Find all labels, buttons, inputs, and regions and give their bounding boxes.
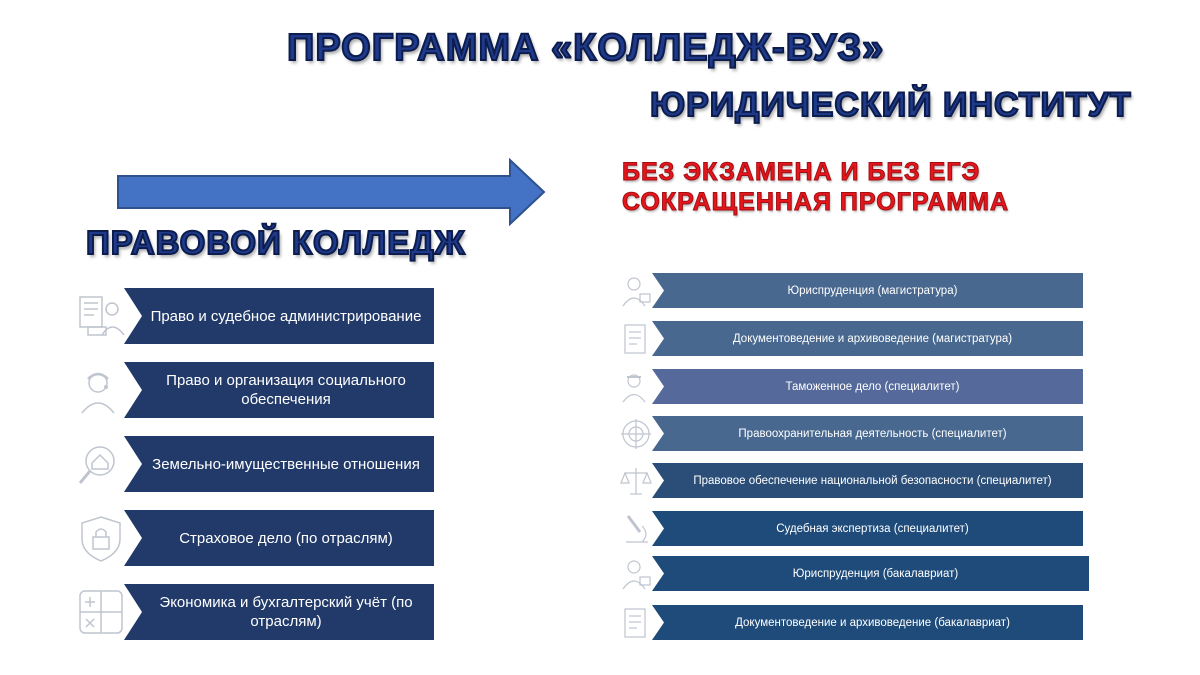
college-program-5 xyxy=(76,584,434,640)
institute-program-5 xyxy=(620,463,1083,498)
institute-program-7 xyxy=(620,556,1089,591)
calculator-icon xyxy=(76,587,126,637)
institute-program-1 xyxy=(620,273,1083,308)
program-label: Судебная экспертиза (специалитет) xyxy=(776,522,969,535)
college-program-4 xyxy=(76,510,434,566)
institute-program-6 xyxy=(620,511,1083,546)
microscope-icon xyxy=(620,512,654,546)
arrow-right-icon xyxy=(116,158,548,226)
benefit-line-program: СОКРАЩЕННАЯ ПРОГРАММА xyxy=(622,188,1010,216)
program-label: Документоведение и архивоведение (бакалавриат) xyxy=(735,616,1010,629)
institute-program-3 xyxy=(620,369,1083,404)
customs-officer-icon xyxy=(620,370,654,404)
institute-program-4 xyxy=(620,416,1083,451)
program-label: Земельно-имущественные отношения xyxy=(152,455,420,473)
program-label: Юриспруденция (магистратура) xyxy=(787,284,958,297)
program-label: Документоведение и архивоведение (магистратура) xyxy=(732,332,1013,345)
main-title: ПРОГРАММА «КОЛЛЕДЖ-ВУЗ» xyxy=(287,27,885,69)
institute-program-8 xyxy=(620,605,1083,640)
institute-program-2 xyxy=(620,321,1083,356)
college-program-2 xyxy=(76,362,434,418)
lawyer-icon xyxy=(620,274,654,308)
college-program-3 xyxy=(76,436,434,492)
program-label: Юриспруденция (бакалавриат) xyxy=(792,567,959,580)
benefit-line-exam: БЕЗ ЭКЗАМЕНА И БЕЗ ЕГЭ xyxy=(622,158,981,186)
program-label: Правовое обеспечение национальной безопасности (специалитет) xyxy=(693,474,1052,487)
judge-laptop-icon xyxy=(76,291,126,341)
scales-icon xyxy=(620,464,654,498)
social-worker-icon xyxy=(76,365,126,415)
program-label: Правоохранительная деятельность (специалитет) xyxy=(738,427,1007,440)
program-label: Экономика и бухгалтерский учёт (по отраслям) xyxy=(159,594,413,630)
institute-title: ЮРИДИЧЕСКИЙ ИНСТИТУТ xyxy=(650,86,1132,124)
college-program-1 xyxy=(76,288,434,344)
target-icon xyxy=(620,417,654,451)
program-label: Право и организация социального обеспечения xyxy=(166,372,406,408)
program-label: Страховое дело (по отраслям) xyxy=(179,529,393,547)
document-icon xyxy=(620,606,654,640)
house-magnifier-icon xyxy=(76,439,126,489)
shield-lock-icon xyxy=(76,513,126,563)
program-label: Право и судебное администрирование xyxy=(150,307,422,325)
program-label: Таможенное дело (специалитет) xyxy=(785,380,960,393)
document-icon xyxy=(620,322,654,356)
college-title: ПРАВОВОЙ КОЛЛЕДЖ xyxy=(86,224,466,261)
lawyer-icon xyxy=(620,557,654,591)
